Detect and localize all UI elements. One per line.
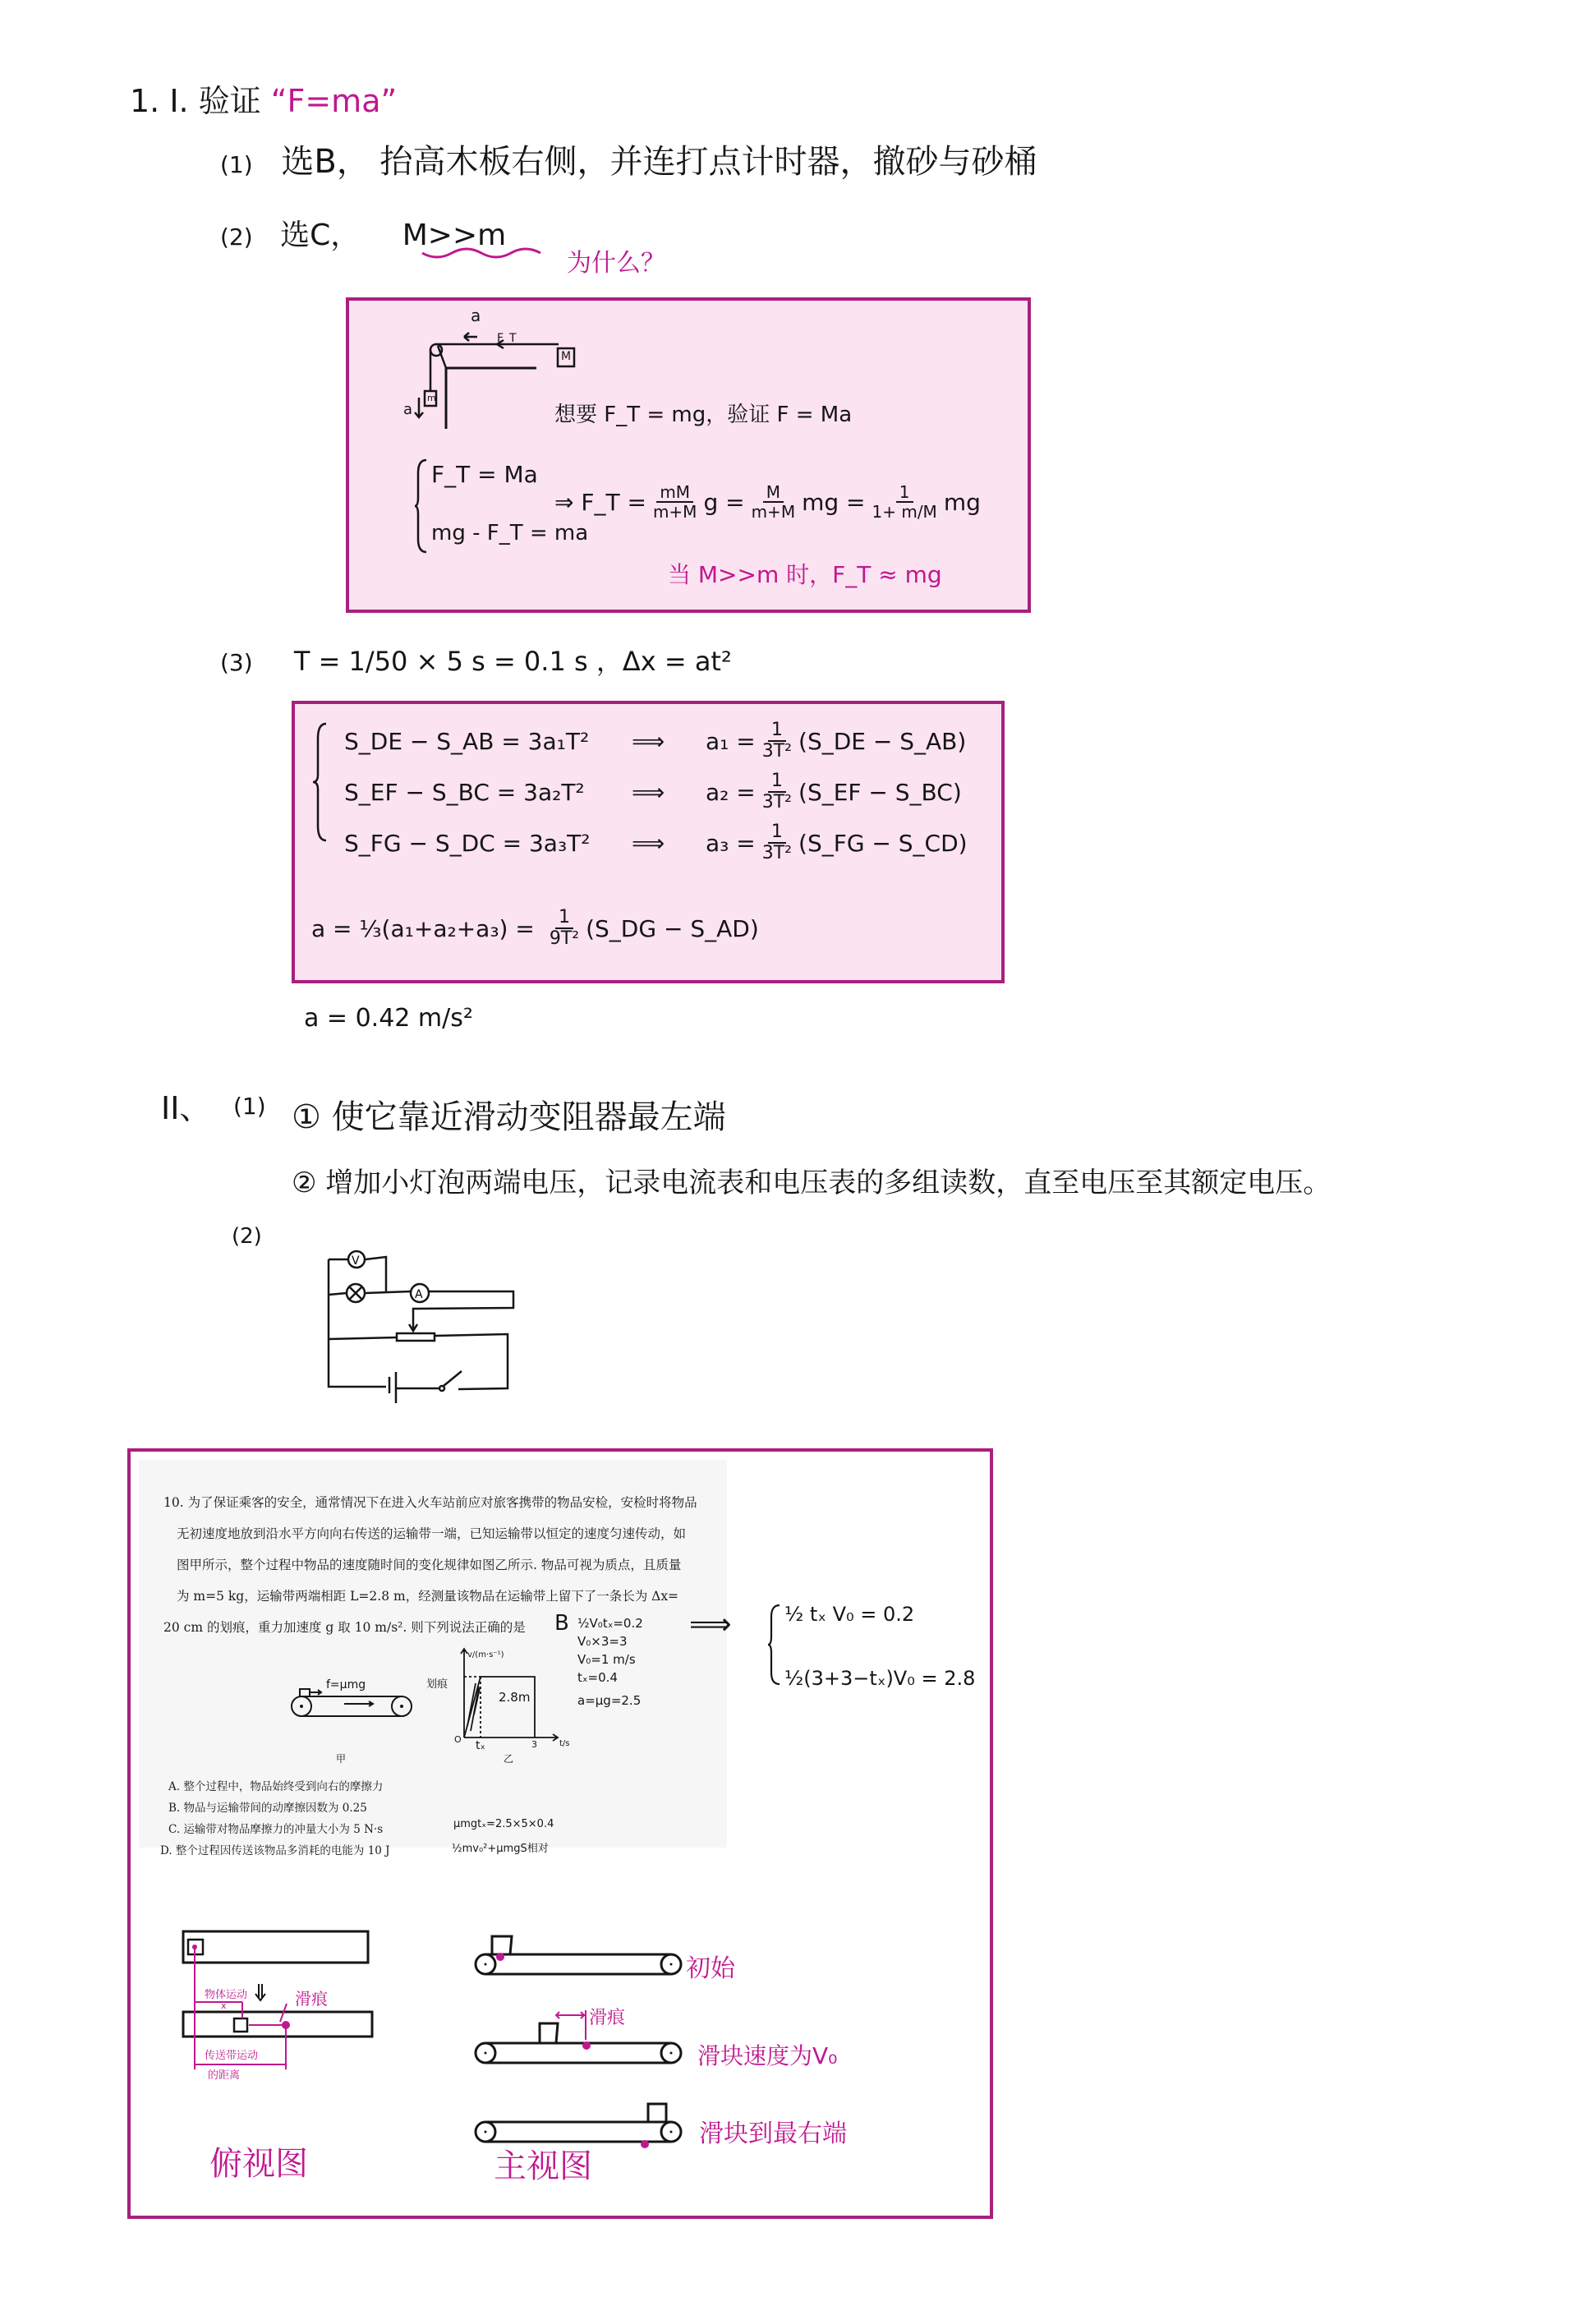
- solution-eq1: ½ tₓ V₀ = 0.2: [784, 1603, 915, 1626]
- top-view-scratch: 滑痕: [295, 1989, 328, 2009]
- row-rhs: (S_DE − S_AB): [798, 727, 967, 755]
- tension-derivation-box: [346, 297, 1031, 613]
- frac1-tail: g =: [703, 488, 745, 516]
- fraction: $\frac{1}{\text{3T²}}$: [761, 770, 793, 812]
- front-view-caption: 主视图: [494, 2147, 592, 2185]
- graph-y-axis: v/(m·s⁻¹): [467, 1650, 504, 1659]
- top-view-belt-motion-1: 传送带运动: [205, 2050, 259, 2062]
- q2-why: 为什么？: [567, 249, 665, 278]
- option-a: A. 整个过程中，物品始终受到向右的摩擦力: [168, 1780, 384, 1793]
- frac2-tail: mg =: [802, 488, 866, 516]
- system-eq1: F_T = Ma: [431, 461, 538, 488]
- fraction-1: $\frac{mM}{m+M}$: [652, 482, 697, 522]
- implies-arrow-icon: ⟹: [632, 829, 665, 857]
- q1-text: 选B， 抬高木板右侧，并连打点计时器，撤砂与砂桶: [281, 143, 1037, 181]
- front-view-scratch: 滑痕: [589, 2008, 626, 2028]
- solution-eq2: ½(3+3−tₓ)V₀ = 2.8: [784, 1667, 976, 1690]
- q3-line: [220, 641, 732, 679]
- implies-arrow-icon: ⟹: [632, 727, 665, 755]
- margin-note: V₀×3=3: [577, 1634, 628, 1649]
- problem-line: 为 m=5 kg，运输带两端相距 L=2.8 m，经测量该物品在运输带上留下了一条长为 Δx=: [177, 1589, 679, 1604]
- fig-yi-label: 乙: [504, 1753, 514, 1765]
- row-var: a₃ =: [706, 829, 756, 857]
- label-accel-side: a: [403, 401, 413, 418]
- option-b: B. 物品与运输带间的动摩擦因数为 0.25: [168, 1802, 367, 1815]
- avg-lhs: a = ⅓(a₁+a₂+a₃) =: [311, 914, 535, 942]
- row-var: a₁ =: [706, 727, 756, 755]
- margin-note: ½V₀tₓ=0.2: [577, 1616, 643, 1631]
- answer-mark: B: [554, 1611, 569, 1636]
- part2-q1-label: (1): [233, 1093, 266, 1120]
- brace-icon: [415, 457, 431, 555]
- q1-line: [220, 136, 1037, 182]
- fig-jia-label: 甲: [336, 1753, 347, 1765]
- row-lhs: S_EF − S_BC = 3a₂T²: [344, 778, 585, 806]
- brace-icon: [313, 720, 329, 844]
- part2-heading: II、: [161, 1090, 211, 1126]
- conveyor-figure-jia: [287, 1665, 418, 1731]
- option-d-note: ½mv₀²+μmgS相对: [452, 1843, 549, 1855]
- top-view-belt-motion-2: 的距离: [208, 2069, 241, 2082]
- circuit-diagram: [304, 1232, 534, 1413]
- avg-rhs: (S_DG − S_AD): [586, 914, 759, 942]
- friction-label: f=μmg: [326, 1678, 366, 1692]
- equation-rows: [344, 716, 968, 868]
- q2-text: 选C，: [280, 219, 361, 252]
- result-lhs: ⇒ F_T =: [554, 488, 646, 516]
- top-view-object-motion: 物体运动: [205, 1989, 248, 2001]
- option-d: D. 整个过程因传送该物品多消耗的电能为 10 J: [160, 1844, 390, 1857]
- problem-line: 图甲所示，整个过程中物品的速度随时间的变化规律如图乙所示. 物品可视为质点，且质量: [177, 1558, 682, 1572]
- conclusion: 当 M>>m 时，F_T ≈ mg: [668, 561, 942, 588]
- graph-scratch-label: 划痕: [426, 1678, 448, 1691]
- graph-origin: O: [454, 1734, 462, 1745]
- equation-row: [344, 817, 968, 868]
- q1-label: (1): [220, 151, 253, 178]
- q2-label: (2): [220, 223, 253, 251]
- q3-label: (3): [220, 649, 253, 676]
- fraction-2: $\frac{M}{m+M}$: [751, 482, 796, 522]
- fraction: $\frac{1}{\text{9T²}}$: [549, 907, 580, 950]
- solution-arrow-icon: ⟹: [689, 1608, 732, 1641]
- problem-scan: [139, 1460, 727, 1857]
- heading-formula: “F=ma”: [270, 83, 398, 119]
- top-view-caption: 俯视图: [209, 2145, 308, 2183]
- implies-arrow-icon: ⟹: [632, 778, 665, 806]
- graph-area-label: 2.8m: [499, 1690, 531, 1705]
- frac3-tail: mg: [943, 488, 981, 516]
- equation-row: [344, 766, 968, 817]
- problem-line: 20 cm 的划痕，重力加速度 g 取 10 m/s². 则下列说法正确的是: [163, 1620, 526, 1635]
- row-var: a₂ =: [706, 778, 756, 806]
- front-view-diagram: [459, 1912, 697, 2125]
- row-lhs: S_FG − S_DC = 3a₃T²: [344, 829, 591, 857]
- fraction: $\frac{1}{\text{3T²}}$: [761, 719, 793, 762]
- margin-note: V₀=1 m/s: [577, 1652, 636, 1667]
- label-block-m: m: [427, 393, 436, 403]
- part2-step1: ① 使它靠近滑动变阻器最左端: [292, 1098, 726, 1136]
- ammeter-icon: A: [415, 1288, 423, 1301]
- top-view-x: x: [221, 2000, 227, 2011]
- label-accel-top: a: [471, 306, 481, 325]
- graph-tx: tₓ: [476, 1739, 485, 1752]
- goal-text: 想要 F_T = mg，验证 F = Ma: [554, 403, 853, 427]
- option-c: C. 运输带对物品摩擦力的冲量大小为 5 N·s: [168, 1823, 384, 1836]
- acceleration-derivation-box: [292, 701, 1005, 983]
- row-rhs: (S_EF − S_BC): [798, 778, 962, 806]
- front-view-state2: 滑块速度为V₀: [697, 2042, 838, 2069]
- result-equation: [554, 483, 981, 521]
- average-equation: [311, 908, 759, 949]
- fraction: $\frac{1}{\text{3T²}}$: [761, 821, 793, 863]
- problem-line: 无初速度地放到沿水平方向向右传送的运输带一端，已知运输带以恒定的速度匀速传动，如: [177, 1526, 687, 1541]
- graph-x-axis: t/s: [559, 1739, 570, 1748]
- fraction-3: $\frac{1}{1+ m/M}$: [872, 482, 937, 522]
- voltmeter-icon: V: [352, 1254, 360, 1268]
- part2-step2: ② 增加小灯泡两端电压，记录电流表和电压表的多组读数，直至电压至其额定电压。: [292, 1167, 1332, 1199]
- label-block-M: M: [561, 350, 572, 363]
- problem10-box: [127, 1448, 993, 2219]
- system-eq2: mg - F_T = ma: [431, 521, 589, 545]
- front-view-state3: 滑块到最右端: [699, 2120, 847, 2148]
- margin-note: tₓ=0.4: [577, 1670, 618, 1685]
- label-tension: F_T: [497, 332, 517, 345]
- row-lhs: S_DE − S_AB = 3a₁T²: [344, 727, 590, 755]
- option-c-note: μmgtₓ=2.5×5×0.4: [453, 1818, 554, 1830]
- part1-heading: [130, 76, 397, 121]
- equation-row: [344, 716, 968, 766]
- q2-condition: M>>m: [402, 219, 507, 252]
- acceleration-answer: a = 0.42 m/s²: [304, 1004, 473, 1033]
- problem-line: 10. 为了保证乘客的安全，通常情况下在进入火车站前应对旅客携带的物品安检，安检时将物品: [163, 1495, 697, 1510]
- heading-prefix: 1. I. 验证: [130, 83, 261, 119]
- margin-notes: [577, 1614, 643, 1710]
- front-view-state1: 初始: [686, 1954, 735, 1983]
- wavy-underline-icon: [421, 246, 552, 263]
- graph-t-end: 3: [531, 1739, 537, 1750]
- part2-q2-label: (2): [232, 1224, 262, 1249]
- brace-icon: [768, 1604, 781, 1686]
- q3-text: T = 1/50 × 5 s = 0.1 s ，Δx = at²: [293, 646, 732, 677]
- row-rhs: (S_FG − S_CD): [798, 829, 968, 857]
- margin-note: a=μg=2.5: [577, 1693, 642, 1708]
